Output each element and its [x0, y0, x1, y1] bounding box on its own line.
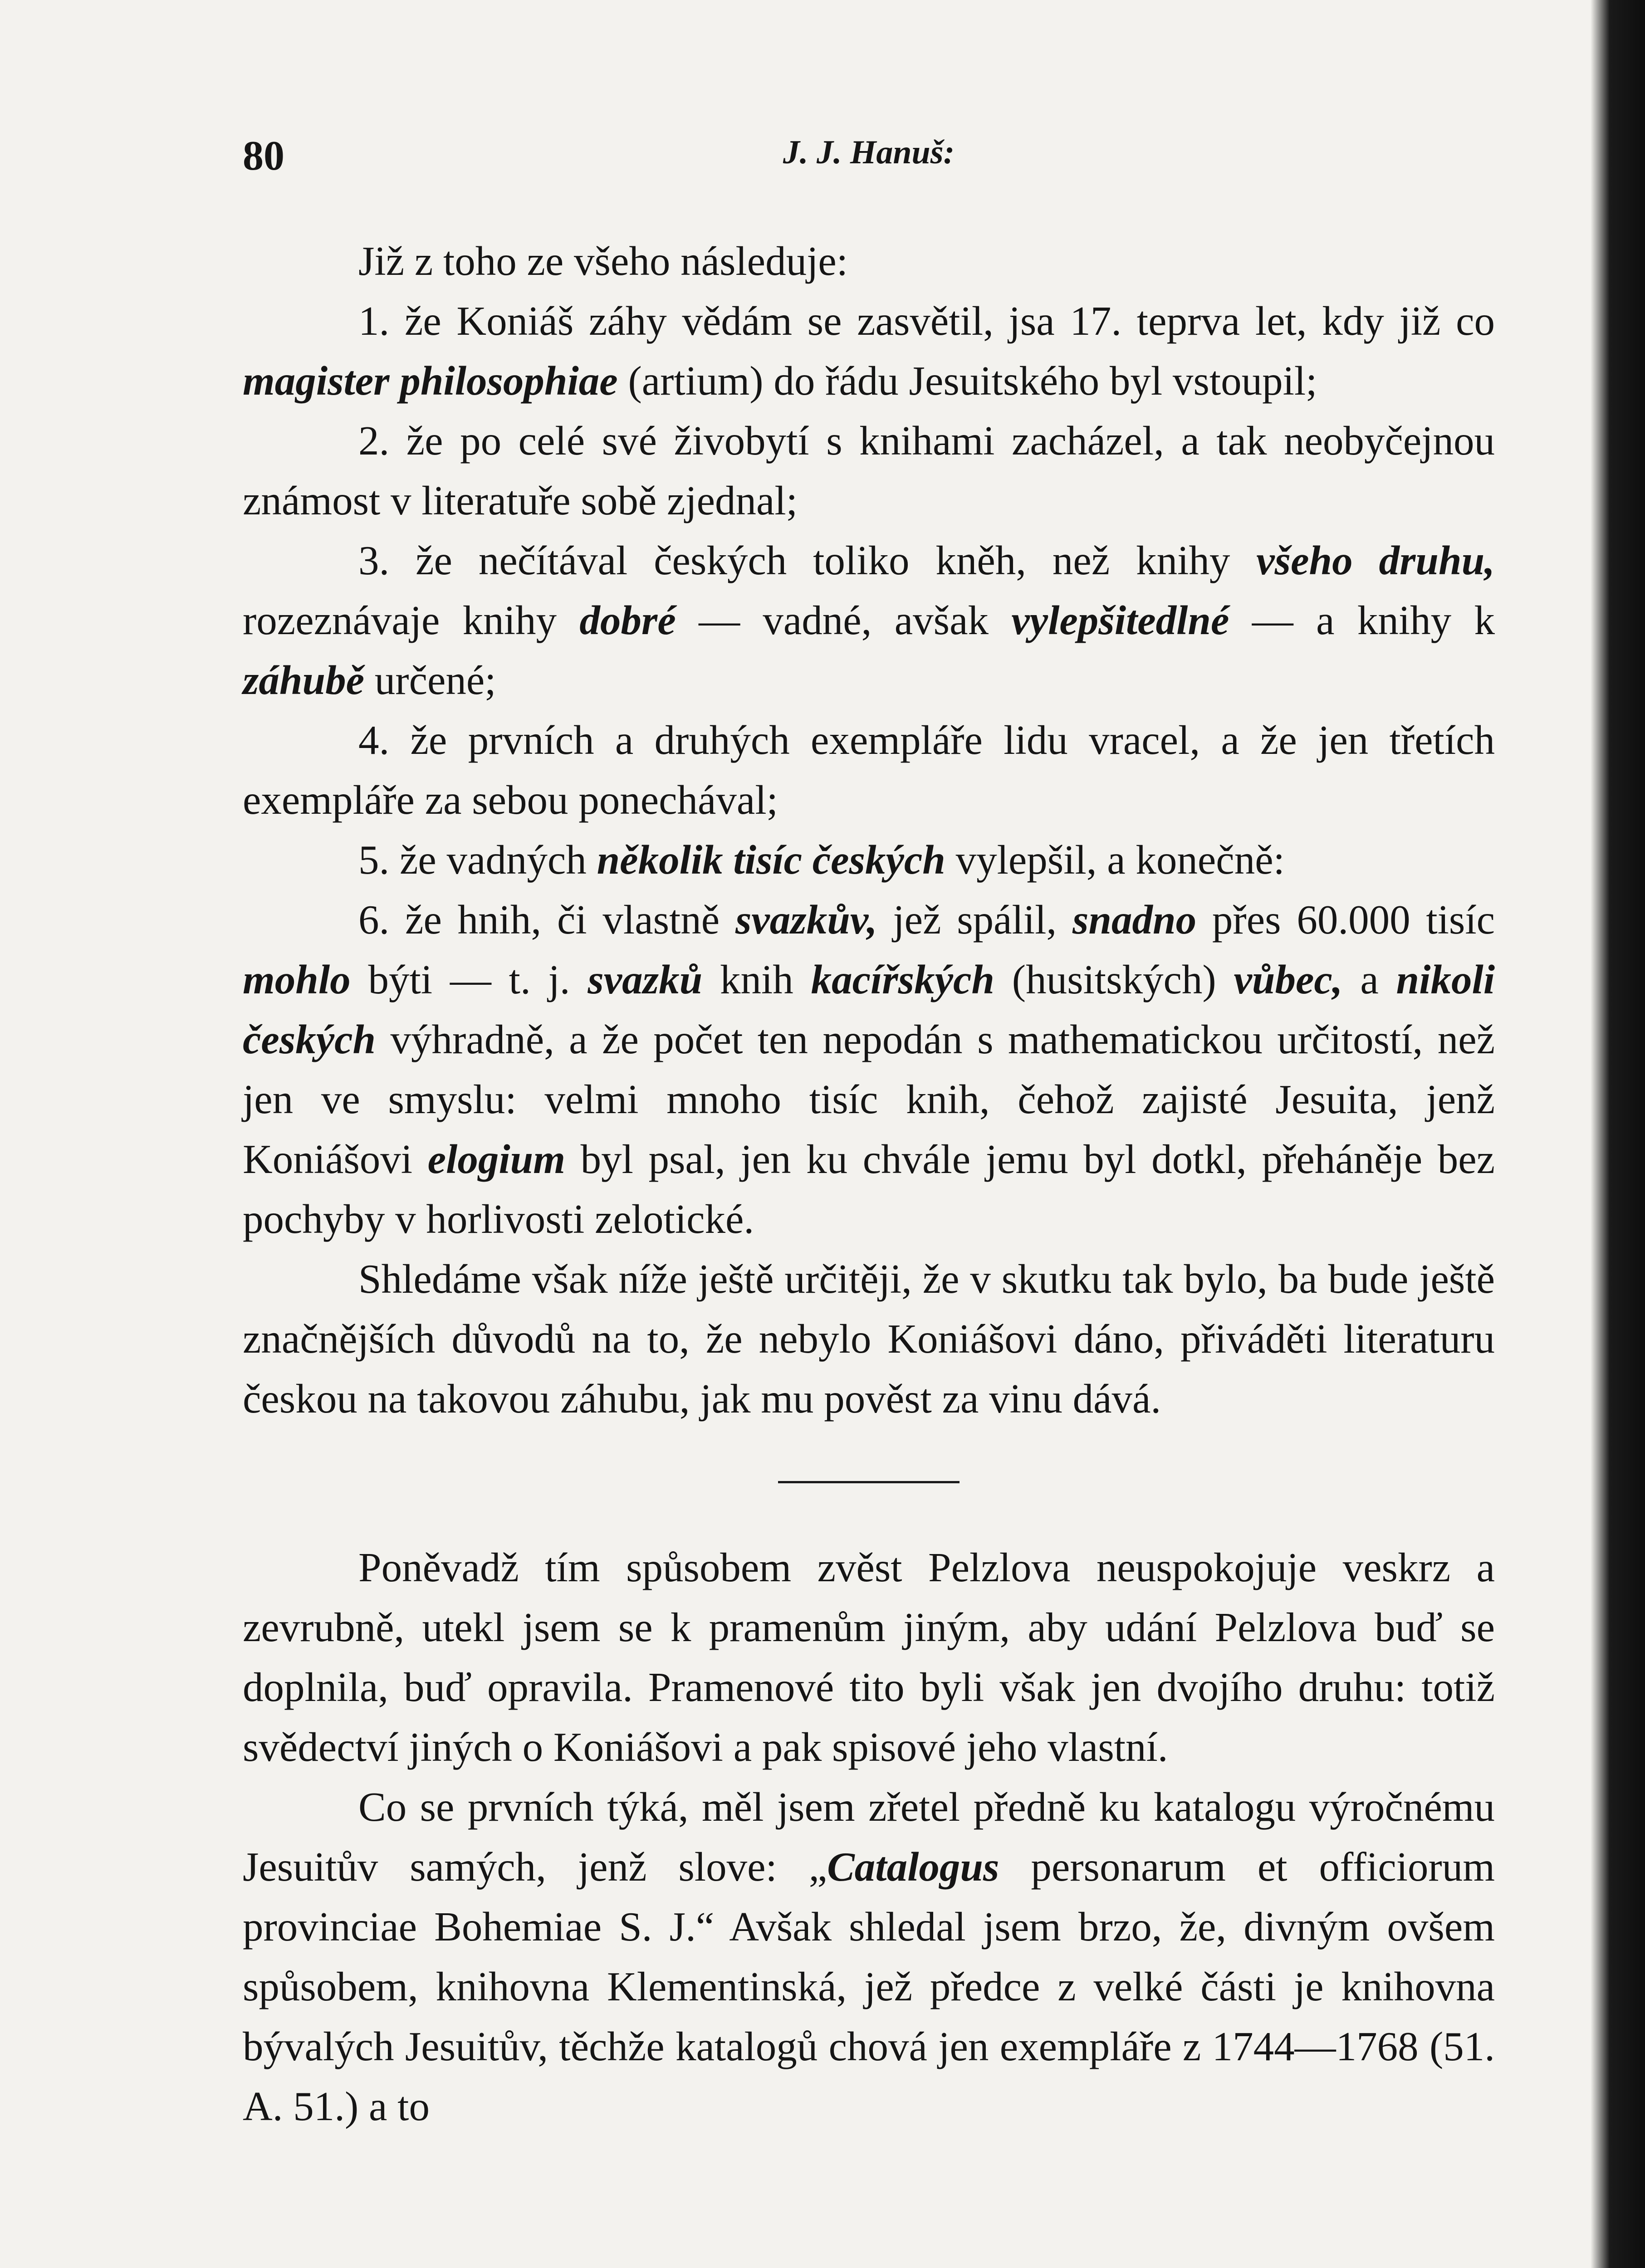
paragraph [243, 1538, 1495, 1777]
paragraph [243, 411, 1495, 531]
text-run: — vadné, avšak [676, 597, 1012, 643]
emphasized-text: dobré [579, 597, 676, 643]
paragraph [243, 1777, 1495, 2136]
emphasized-text: vůbec, [1234, 957, 1343, 1002]
paragraph [243, 291, 1495, 411]
text-run: (artium) do řádu Jesuitského byl vstoupil; [617, 358, 1317, 404]
emphasized-text: mohlo [243, 957, 351, 1002]
section-divider [778, 1481, 960, 1483]
emphasized-text: elogium [427, 1136, 566, 1182]
text-run: 1. že Koniáš záhy vědám se zasvětil, jsa 17. teprva let, kdy již co [358, 298, 1495, 344]
text-run: 3. že nečítával českých toliko kněh, než knihy [358, 538, 1257, 583]
paragraph [243, 231, 1495, 291]
section-sources [243, 1538, 1495, 2136]
page-edge-shadow [1591, 0, 1645, 2268]
emphasized-text: magister philosophiae [243, 358, 618, 404]
text-run: a [1342, 957, 1396, 1002]
paragraph [243, 890, 1495, 1249]
text-run: 4. že prvních a druhých exempláře lidu vracel, a že jen třetích exempláře za sebou ponechával; [243, 717, 1495, 823]
text-run: knih [702, 957, 811, 1002]
text-run: přes 60.000 tisíc [1196, 897, 1495, 943]
text-run: byl psal, jen ku chvále jemu byl dotkl, přeháněje bez pochyby v horlivosti zelotické. [243, 1136, 1495, 1242]
emphasized-text: několik tisíc českých [597, 837, 945, 883]
paragraph [243, 830, 1495, 890]
section-list-of-conclusions [243, 231, 1495, 1429]
text-run: Shledáme však níže ještě určitěji, že v skutku tak bylo, ba bude ještě značnějších důvodů na to, že nebylo Koniášovi dáno, přiváděti literaturu českou na takovou záhubu, jak mu pověst za vinu dává. [243, 1256, 1495, 1422]
emphasized-text: kacířských [811, 957, 994, 1002]
emphasized-text: Catalogus [827, 1844, 999, 1890]
page-header [243, 132, 1495, 191]
text-run: Co se prvních týká, měl jsem zřetel předně ku katalogu výročnému Jesuitův samých, jenž slove: „ [243, 1784, 1495, 1890]
text-run: výhradně, a že počet ten nepodán s mathematickou určitostí, než jen ve smyslu: velmi mnoho tisíc knih, čehož zajisté Jesuita, jenž Koniášovi [243, 1017, 1495, 1182]
text-run: 6. že hnih, či vlastně [358, 897, 735, 943]
emphasized-text: vylepšitedlné [1011, 597, 1229, 643]
text-run: personarum et officiorum provinciae Bohemiae S. J.“ Avšak shledal jsem brzo, že, divným ovšem spůsobem, knihovna Klementinská, jež předce z velké části je knihovna bývalých Jesuitův, těchže katalogů chová jen exempláře z 1744—1768 (51. A. 51.) a to [243, 1844, 1495, 2129]
emphasized-text: všeho druhu, [1256, 538, 1495, 583]
text-run: Již z toho ze všeho následuje: [358, 238, 848, 284]
text-run: určené; [364, 657, 496, 703]
emphasized-text: nikoli českých [243, 957, 1495, 1062]
emphasized-text: svazků [588, 957, 703, 1002]
text-run: (husitských) [994, 957, 1234, 1002]
text-run: rozeznávaje knihy [243, 597, 580, 643]
text-run: býti — t. j. [350, 957, 588, 1002]
paragraph [243, 1249, 1495, 1429]
text-run: jež spálil, [877, 897, 1072, 943]
paragraph [243, 531, 1495, 710]
running-head: J. J. Hanuš: [783, 134, 955, 171]
emphasized-text: záhubě [243, 657, 365, 703]
text-run: 5. že vadných [358, 837, 597, 883]
text-run: vylepšil, a konečně: [945, 837, 1285, 883]
emphasized-text: snadno [1072, 897, 1197, 943]
text-run: — a knihy k [1229, 597, 1495, 643]
text-run: 2. že po celé své živobytí s knihami zacházel, a tak neobyčejnou známost v literatuře sobě zjednal; [243, 418, 1495, 523]
emphasized-text: svazkův, [735, 897, 877, 943]
page-number: 80 [243, 132, 284, 179]
paragraph [243, 710, 1495, 830]
body-text [243, 231, 1495, 2136]
text-run: Poněvadž tím spůsobem zvěst Pelzlova neuspokojuje veskrz a zevrubně, utekl jsem se k pramenům jiným, aby udání Pelzlova buď se doplnila, buď opravila. Pramenové tito byli však jen dvojího druhu: totiž svědectví jiných o Koniášovi a pak spisové jeho vlastní. [243, 1545, 1495, 1770]
